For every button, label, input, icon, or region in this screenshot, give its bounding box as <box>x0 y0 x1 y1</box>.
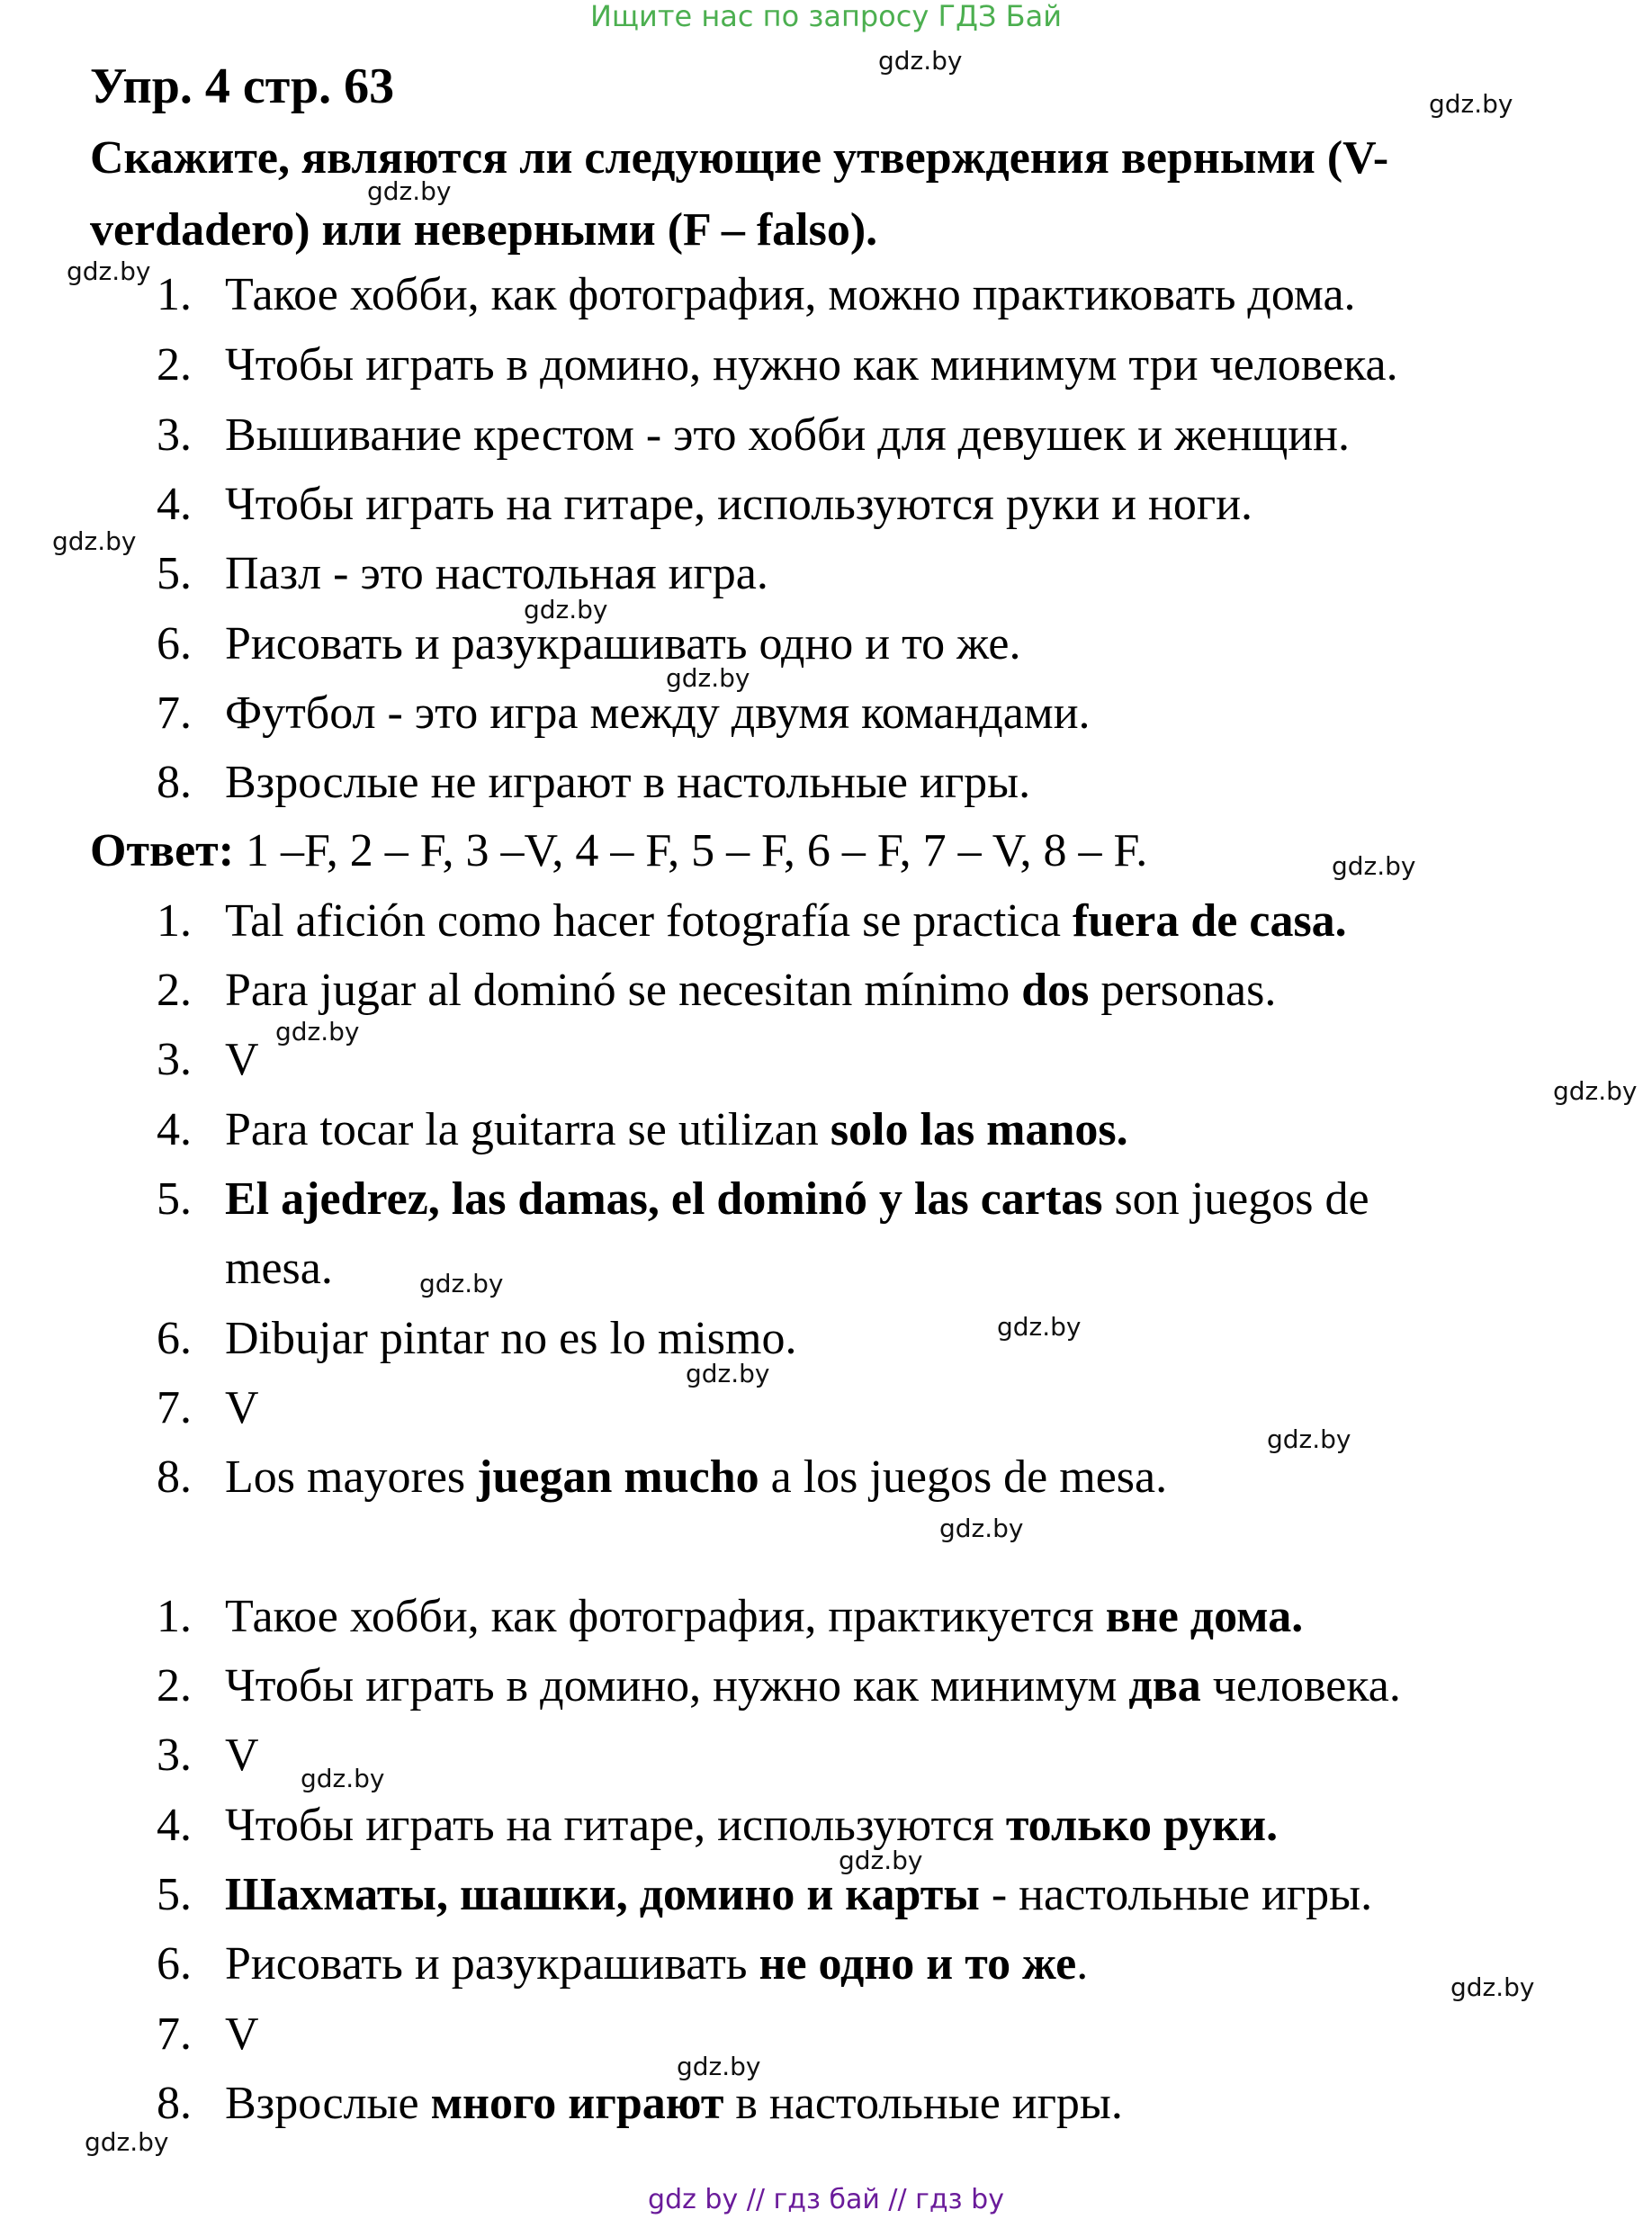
spanish-item: 8. Los mayores juegan mucho a los juegos de mesa. <box>157 1451 1168 1503</box>
watermark: gdz.by <box>85 2127 169 2157</box>
spanish-item-continuation: mesa. <box>225 1243 333 1294</box>
answer-text: 1 –F, 2 – F, 3 –V, 4 – F, 5 – F, 6 – F, 7 – V, 8 – F. <box>246 825 1148 876</box>
watermark: gdz.by <box>1332 851 1416 881</box>
watermark: gdz.by <box>666 663 750 693</box>
watermark: gdz.by <box>301 1764 385 1793</box>
answer-label: Ответ: <box>90 825 235 876</box>
statement-item: 4. Чтобы играть на гитаре, используются руки и ноги. <box>157 479 1253 530</box>
watermark: gdz.by <box>52 526 137 556</box>
statement-item: 8. Взрослые не играют в настольные игры. <box>157 757 1031 808</box>
statement-item: 5. Пазл - это настольная игра. <box>157 548 768 599</box>
watermark: gdz.by <box>275 1017 360 1047</box>
spanish-item: 6. Dibujar pintar no es lo mismo. <box>157 1313 797 1364</box>
spanish-item: 5. El ajedrez, las damas, el dominó y las cartas son juegos de <box>157 1173 1369 1225</box>
watermark: gdz.by <box>367 176 452 206</box>
russian-item: 7. V <box>157 2008 259 2060</box>
watermark: gdz.by <box>686 1359 770 1388</box>
statement-item: 2. Чтобы играть в домино, нужно как минимум три человека. <box>157 339 1398 391</box>
spanish-item: 4. Para tocar la guitarra se utilizan solo las manos. <box>157 1104 1128 1155</box>
watermark: gdz.by <box>524 595 608 624</box>
watermark: gdz.by <box>1267 1424 1351 1454</box>
watermark: gdz.by <box>997 1312 1082 1342</box>
spanish-item: 7. V <box>157 1382 259 1433</box>
russian-item: 2. Чтобы играть в домино, нужно как минимум два человека. <box>157 1660 1401 1711</box>
task-instruction: Скажите, являются ли следующие утверждения верными (V-verdadero) или неверными (F – falso). <box>90 132 1389 256</box>
russian-item: 5. Шахматы, шашки, домино и карты - настольные игры. <box>157 1869 1373 1920</box>
russian-item: 8. Взрослые много играют в настольные игры. <box>157 2078 1123 2129</box>
russian-item: 4. Чтобы играть на гитаре, используются только руки. <box>157 1800 1279 1851</box>
statement-item: 3. Вышивание крестом - это хобби для девушек и женщин. <box>157 409 1350 461</box>
statement-item: 6. Рисовать и разукрашивать одно и то же. <box>157 618 1021 669</box>
search-banner[interactable]: Ищите нас по запросу ГДЗ Бай <box>589 0 1063 33</box>
watermark: gdz.by <box>939 1514 1024 1543</box>
watermark: gdz.by <box>1553 1076 1638 1106</box>
watermark: gdz.by <box>878 46 963 76</box>
russian-item: 3. V <box>157 1729 259 1781</box>
watermark: gdz.by <box>677 2052 761 2081</box>
footer-links[interactable]: gdz by // гдз бай // гдз by <box>648 2184 1004 2215</box>
answer-line <box>90 824 1147 878</box>
exercise-title: Упр. 4 стр. 63 <box>90 58 395 114</box>
spanish-item: 2. Para jugar al dominó se necesitan mínimo dos personas. <box>157 965 1277 1016</box>
statement-item: 1. Такое хобби, как фотография, можно практиковать дома. <box>157 269 1356 320</box>
statement-item: 7. Футбол - это игра между двумя командами. <box>157 687 1091 739</box>
spanish-item: 1. Tal afición como hacer fotografía se practica fuera de casa. <box>157 895 1347 947</box>
watermark: gdz.by <box>1429 89 1513 119</box>
russian-item: 6. Рисовать и разукрашивать не одно и то же. <box>157 1938 1089 1990</box>
watermark: gdz.by <box>839 1846 923 1875</box>
watermark: gdz.by <box>67 256 151 286</box>
spanish-item: 3. V <box>157 1034 259 1085</box>
watermark: gdz.by <box>419 1269 504 1298</box>
watermark: gdz.by <box>1450 1972 1535 2002</box>
russian-item: 1. Такое хобби, как фотография, практикуется вне дома. <box>157 1591 1304 1642</box>
